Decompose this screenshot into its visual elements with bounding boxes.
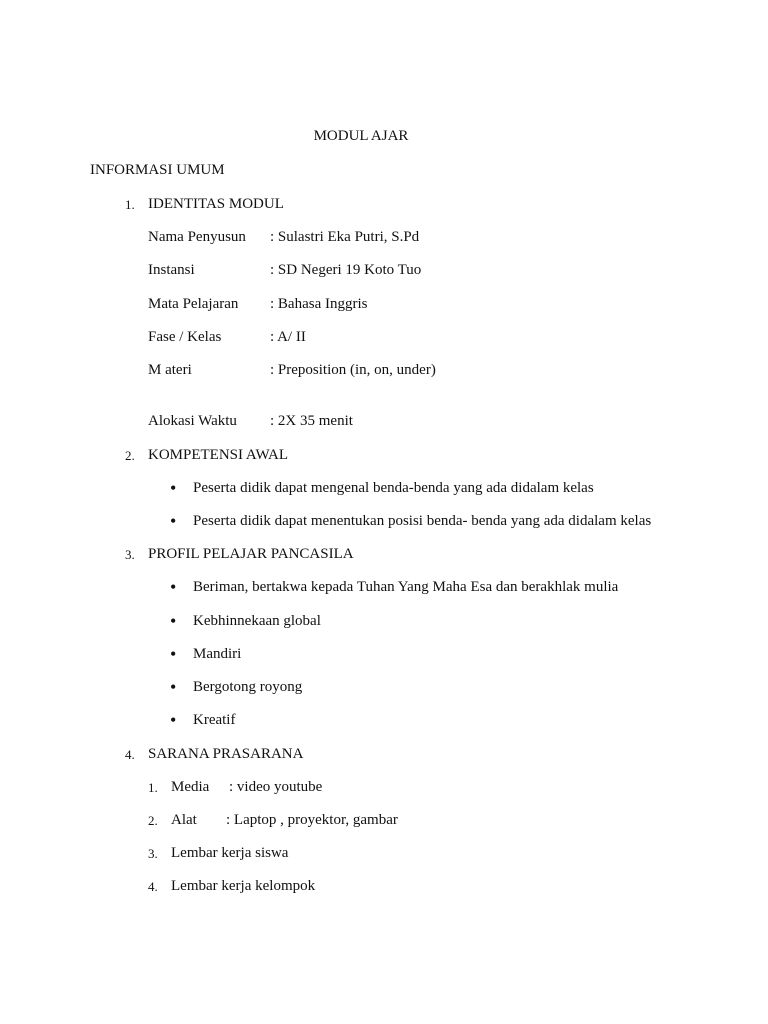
list-item-alat-label: Alat bbox=[171, 812, 197, 828]
section-number-3: 3. bbox=[125, 547, 135, 562]
bullet-marker: • bbox=[170, 710, 177, 730]
bullet-marker: • bbox=[170, 511, 177, 531]
list-item-profil-5: Kreatif bbox=[193, 712, 236, 728]
field-value-materi: : Preposition (in, on, under) bbox=[270, 362, 436, 378]
field-label-fase-kelas: Fase / Kelas bbox=[148, 329, 222, 345]
list-item-profil-3: Mandiri bbox=[193, 646, 242, 662]
list-number-2: 2. bbox=[148, 813, 158, 828]
list-item-alat-value: : Laptop , proyektor, gambar bbox=[226, 812, 398, 828]
field-label-materi: M ateri bbox=[148, 362, 192, 378]
list-item-lembar-kerja-siswa: Lembar kerja siswa bbox=[171, 845, 289, 861]
bullet-marker: • bbox=[170, 577, 177, 597]
list-item-profil-2: Kebhinnekaan global bbox=[193, 613, 321, 629]
section-heading-informasi-umum: INFORMASI UMUM bbox=[90, 162, 225, 178]
field-label-mata-pelajaran: Mata Pelajaran bbox=[148, 296, 239, 312]
section-heading-identitas-modul: IDENTITAS MODUL bbox=[148, 196, 284, 212]
list-number-3: 3. bbox=[148, 846, 158, 861]
section-heading-profil-pelajar-pancasila: PROFIL PELAJAR PANCASILA bbox=[148, 546, 354, 562]
field-value-instansi: : SD Negeri 19 Koto Tuo bbox=[270, 262, 422, 278]
field-value-mata-pelajaran: : Bahasa Inggris bbox=[270, 296, 368, 312]
list-item-profil-1: Beriman, bertakwa kepada Tuhan Yang Maha Esa dan berakhlak mulia bbox=[193, 579, 619, 595]
list-item-profil-4: Bergotong royong bbox=[193, 679, 303, 695]
document-title: MODUL AJAR bbox=[313, 128, 409, 144]
section-number-4: 4. bbox=[125, 747, 135, 762]
list-item-lembar-kerja-kelompok: Lembar kerja kelompok bbox=[171, 878, 316, 894]
bullet-marker: • bbox=[170, 677, 177, 697]
list-item-media-label: Media bbox=[171, 779, 210, 795]
field-value-fase-kelas: : A/ II bbox=[270, 329, 306, 345]
list-item-media-value: : video youtube bbox=[229, 779, 323, 795]
field-label-alokasi-waktu: Alokasi Waktu bbox=[148, 413, 237, 429]
section-heading-sarana-prasarana: SARANA PRASARANA bbox=[148, 746, 304, 762]
section-heading-kompetensi-awal: KOMPETENSI AWAL bbox=[148, 447, 289, 463]
list-item-kompetensi-2: Peserta didik dapat menentukan posisi benda- benda yang ada didalam kelas bbox=[193, 513, 652, 529]
bullet-marker: • bbox=[170, 611, 177, 631]
section-number-1: 1. bbox=[125, 197, 135, 212]
list-number-1: 1. bbox=[148, 780, 158, 795]
list-number-4: 4. bbox=[148, 879, 158, 894]
bullet-marker: • bbox=[170, 644, 177, 664]
list-item-kompetensi-1: Peserta didik dapat mengenal benda-benda yang ada didalam kelas bbox=[193, 480, 594, 496]
section-number-2: 2. bbox=[125, 448, 135, 463]
bullet-marker: • bbox=[170, 478, 177, 498]
field-label-nama-penyusun: Nama Penyusun bbox=[148, 229, 246, 245]
field-label-instansi: Instansi bbox=[148, 262, 195, 278]
field-value-nama-penyusun: : Sulastri Eka Putri, S.Pd bbox=[270, 229, 420, 245]
field-value-alokasi-waktu: : 2X 35 menit bbox=[270, 413, 353, 429]
